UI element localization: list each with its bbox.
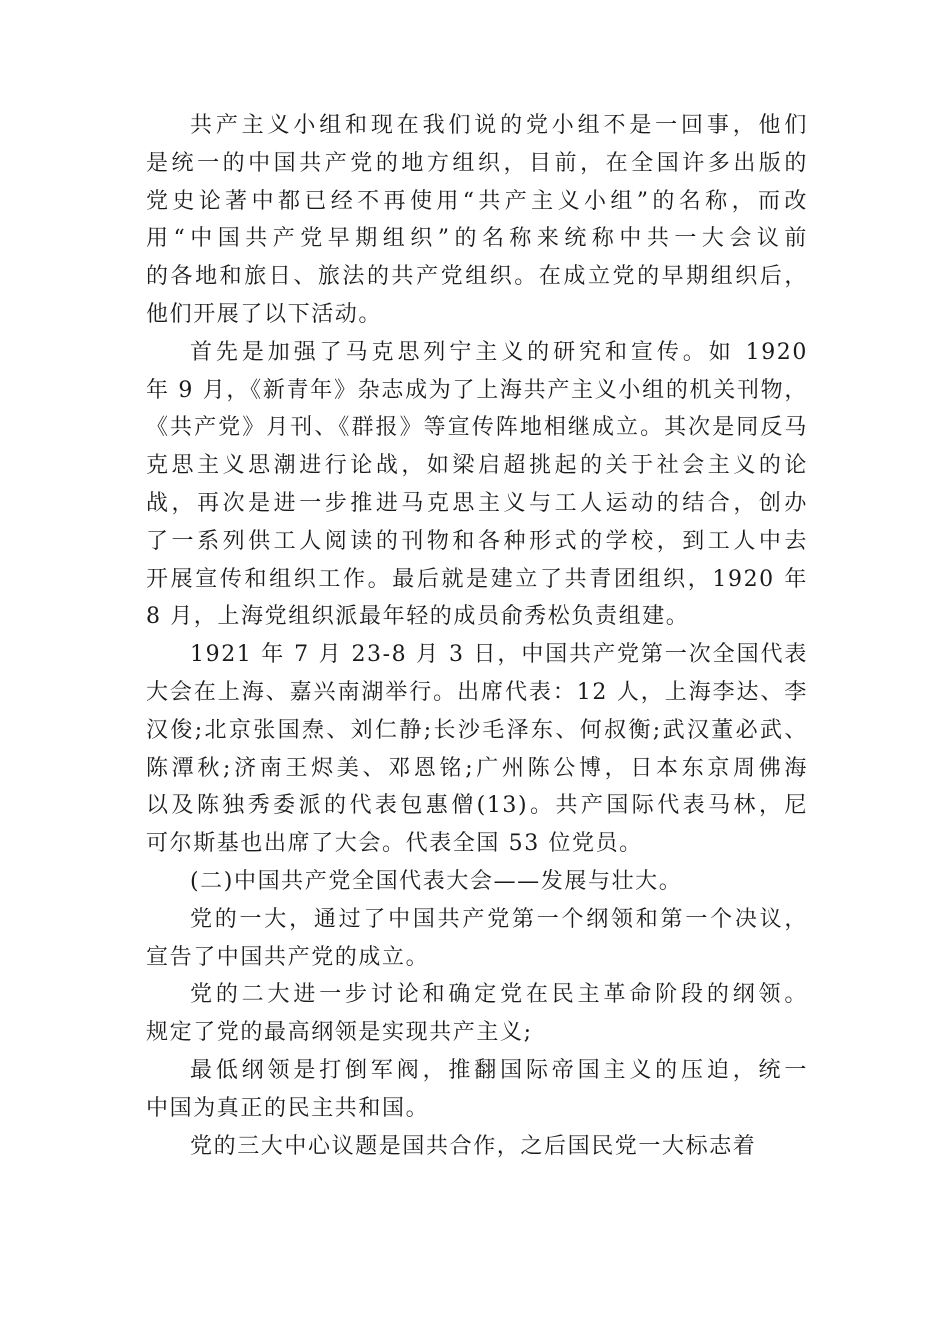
text-line: 了一系列供工人阅读的刊物和各种形式的学校，到工人中去 xyxy=(146,528,808,554)
text-line: 陈潭秋;济南王烬美、邓恩铭;广州陈公博，日本东京周佛海 xyxy=(146,755,808,781)
paragraph xyxy=(146,1128,808,1166)
document-body xyxy=(146,107,808,1165)
text-line: 开展宣传和组织工作。最后就是建立了共青团组织，1920 年 xyxy=(146,566,808,592)
paragraph xyxy=(146,636,808,863)
text-line: 中国为真正的民主共和国。 xyxy=(146,1095,430,1121)
text-line: 党的一大，通过了中国共产党第一个纲领和第一个决议， xyxy=(190,906,808,932)
paragraph xyxy=(146,901,808,977)
text-line: 大会在上海、嘉兴南湖举行。出席代表：12 人，上海李达、李 xyxy=(146,679,808,705)
paragraph xyxy=(146,863,808,901)
text-line: 党史论著中都已经不再使用“共产主义小组”的名称，而改 xyxy=(146,188,808,214)
text-line: 是统一的中国共产党的地方组织，目前，在全国许多出版的 xyxy=(146,150,808,176)
text-line: 战，再次是进一步推进马克思主义与工人运动的结合，创办 xyxy=(146,490,808,516)
paragraph xyxy=(146,976,808,1052)
text-line: 他们开展了以下活动。 xyxy=(146,301,383,327)
text-line: 克思主义思潮进行论战，如梁启超挑起的关于社会主义的论 xyxy=(146,453,808,479)
text-line: 8 月，上海党组织派最年轻的成员俞秀松负责组建。 xyxy=(146,604,690,630)
text-line: 最低纲领是打倒军阀，推翻国际帝国主义的压迫，统一 xyxy=(190,1057,808,1083)
text-line: 规定了党的最高纲领是实现共产主义; xyxy=(146,1020,533,1046)
text-line: 汉俊;北京张国焘、刘仁静;长沙毛泽东、何叔衡;武汉董必武、 xyxy=(146,717,808,743)
paragraph xyxy=(146,1052,808,1128)
text-line: 党的二大进一步讨论和确定党在民主革命阶段的纲领。 xyxy=(190,982,808,1008)
text-line: 以及陈独秀委派的代表包惠僧(13)。共产国际代表马林，尼 xyxy=(146,793,808,819)
text-line: 党的三大中心议题是国共合作，之后国民党一大标志着 xyxy=(190,1133,757,1159)
text-line: 年 9 月，《新青年》杂志成为了上海共产主义小组的机关刊物， xyxy=(146,377,808,403)
text-line: (二)中国共产党全国代表大会——发展与壮大。 xyxy=(190,868,683,894)
paragraph xyxy=(146,107,808,334)
text-line: 《共产党》月刊、《群报》等宣传阵地相继成立。其次是同反马 xyxy=(146,415,808,441)
text-line: 用“中国共产党早期组织”的名称来统称中共一大会议前 xyxy=(146,226,808,252)
text-line: 可尔斯基也出席了大会。代表全国 53 位党员。 xyxy=(146,831,643,857)
text-line: 宣告了中国共产党的成立。 xyxy=(146,944,430,970)
text-line: 1921 年 7 月 23-8 月 3 日，中国共产党第一次全国代表 xyxy=(190,642,808,668)
text-line: 共产主义小组和现在我们说的党小组不是一回事，他们 xyxy=(190,113,808,138)
text-line: 首先是加强了马克思列宁主义的研究和宣传。如 1920 xyxy=(190,339,808,365)
text-line: 的各地和旅日、旅法的共产党组织。在成立党的早期组织后， xyxy=(146,264,808,290)
paragraph xyxy=(146,334,808,636)
